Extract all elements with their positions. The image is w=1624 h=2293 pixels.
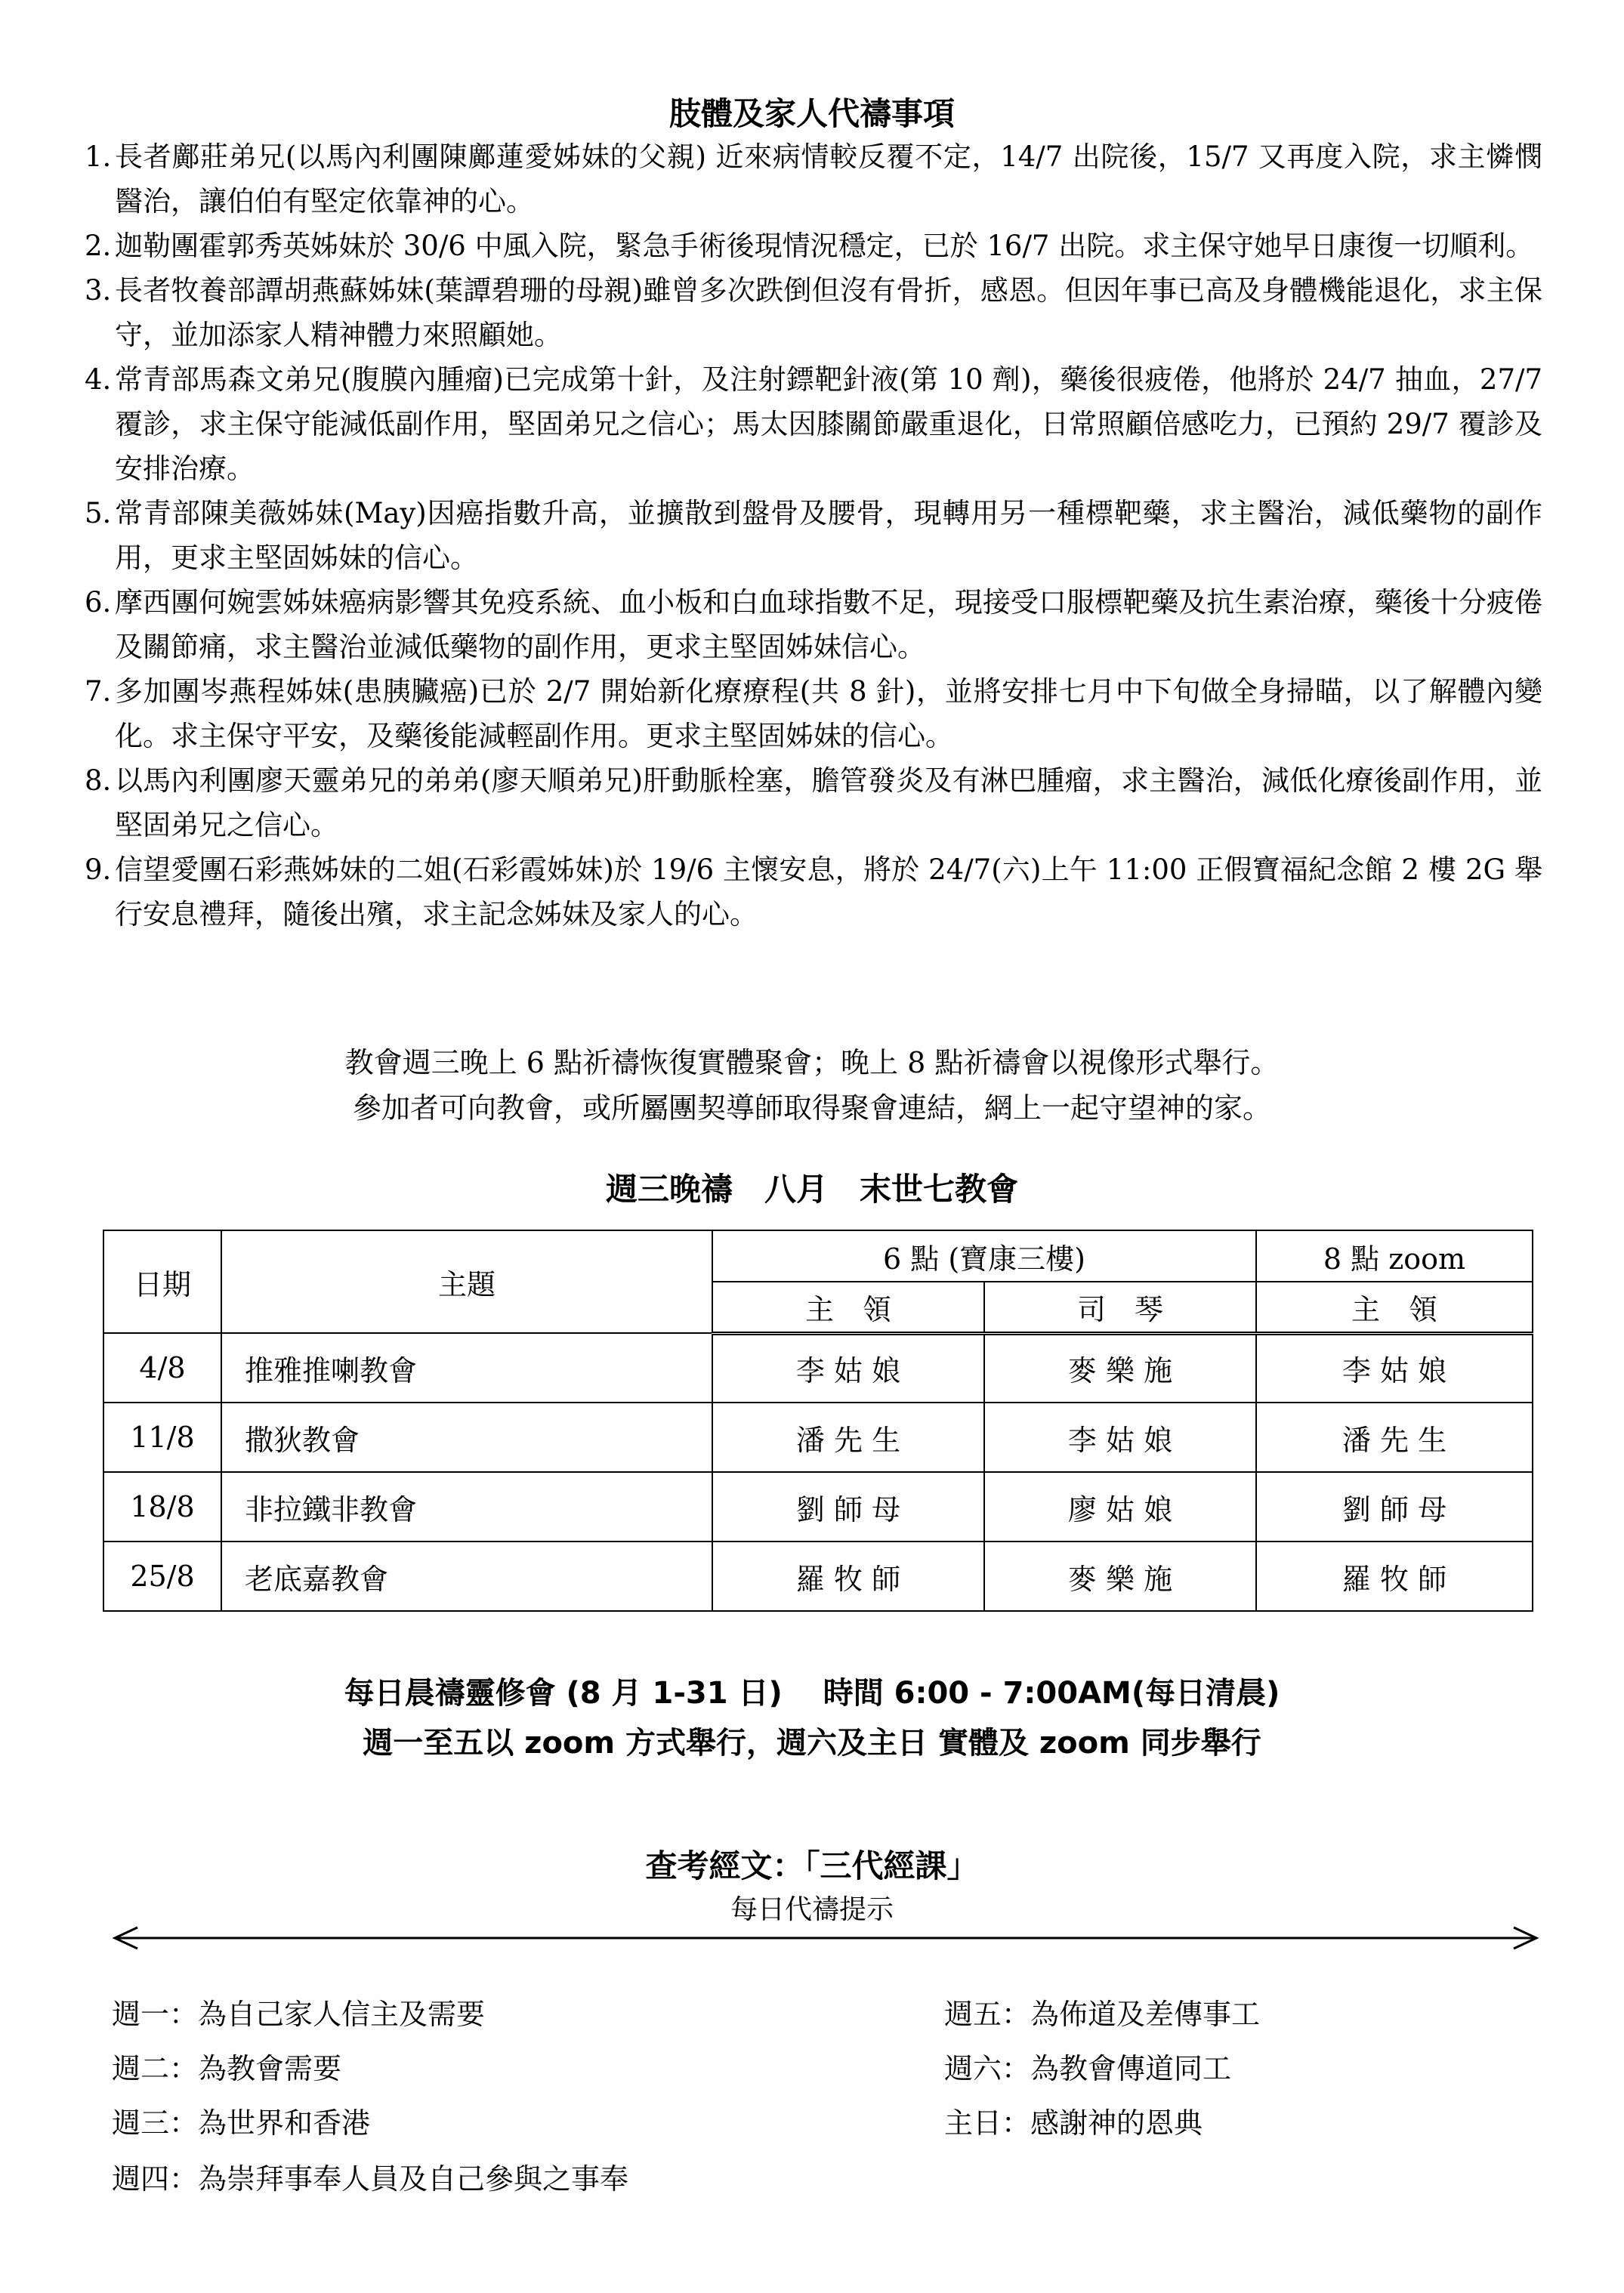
header-date: 日期 — [103, 1230, 221, 1333]
prayer-item-number: 3. — [85, 274, 112, 307]
header-lead-zoom: 主 領 — [1256, 1282, 1533, 1333]
prayer-item-text: 迦勒團霍郭秀英姊妹於 30/6 中風入院，緊急手術後現情況穩定，已於 16/7 出院。求主保守她早日康復一切順利。 — [115, 230, 1534, 262]
cell-lead-zoom: 潘 先 生 — [1256, 1403, 1533, 1472]
cell-piano: 李 姑 娘 — [984, 1403, 1256, 1472]
cell-piano: 麥 樂 施 — [984, 1333, 1256, 1403]
cell-piano: 麥 樂 施 — [984, 1542, 1256, 1611]
prayer-item-text: 多加團岑燕程姊妹(患胰臟癌)已於 2/7 開始新化療療程(共 8 針)，並將安排七月中下旬做全身掃瞄，以了解體內變化。求主保守平安，及藥後能減輕副作用。更求主堅固姊妹的信心。 — [115, 675, 1542, 752]
prayer-item — [85, 669, 1542, 758]
weekday-monday: 週一：為自己家人信主及需要 — [112, 1998, 486, 2031]
prayer-item-number: 2. — [85, 230, 112, 262]
cell-date: 25/8 — [103, 1542, 221, 1611]
prayer-item-text: 長者牧養部譚胡燕蘇姊妹(葉譚碧珊的母親)雖曾多次跌倒但沒有骨折，感恩。但因年事已高及身體機能退化，求主保守，並加添家人精神體力來照顧她。 — [115, 274, 1542, 351]
prayer-item — [85, 491, 1542, 580]
weekday-saturday: 週六：為教會傳道同工 — [944, 2052, 1232, 2085]
cell-date: 18/8 — [103, 1472, 221, 1542]
prayer-item-number: 8. — [85, 764, 112, 797]
double-arrow-icon — [112, 1924, 1539, 1952]
schedule-table — [103, 1230, 1533, 1612]
table-row — [103, 1333, 1533, 1403]
schedule-header-row — [103, 1230, 1533, 1282]
prayer-item — [85, 224, 1542, 268]
scripture-title: 查考經文：「三代經課」 — [645, 1847, 979, 1884]
cell-date: 4/8 — [103, 1333, 221, 1403]
table-row — [103, 1472, 1533, 1542]
header-piano: 司 琴 — [984, 1282, 1256, 1333]
prayer-item — [85, 758, 1542, 847]
cell-lead: 李 姑 娘 — [712, 1333, 984, 1403]
cell-lead-zoom: 李 姑 娘 — [1256, 1333, 1533, 1403]
cell-piano: 廖 姑 娘 — [984, 1472, 1256, 1542]
prayer-item — [85, 357, 1542, 491]
weekday-sunday: 主日：感謝神的恩典 — [944, 2106, 1203, 2140]
header-six-pm: 6 點 (寶康三樓) — [712, 1230, 1256, 1282]
cell-topic: 非拉鐵非教會 — [221, 1472, 712, 1542]
prayer-item-number: 5. — [85, 497, 112, 529]
weekday-thursday: 週四：為崇拜事奉人員及自己參與之事奉 — [112, 2162, 629, 2196]
prayer-item-number: 7. — [85, 675, 112, 708]
prayer-item — [85, 847, 1542, 937]
cell-topic: 撒狄教會 — [221, 1403, 712, 1472]
cell-lead-zoom: 劉 師 母 — [1256, 1472, 1533, 1542]
table-row — [103, 1403, 1533, 1472]
cell-lead: 潘 先 生 — [712, 1403, 984, 1472]
prayer-title: 肢體及家人代禱事項 — [668, 95, 955, 132]
morning-prayer-line-2: 週一至五以 zoom 方式舉行，週六及主日 實體及 zoom 同步舉行 — [363, 1726, 1261, 1761]
prayer-item-number: 4. — [85, 363, 112, 396]
prayer-item — [85, 134, 1542, 224]
prayer-item-text: 常青部陳美薇姊妹(May)因癌指數升高，並擴散到盤骨及腰骨，現轉用另一種標靶藥，求主醫治，減低藥物的副作用，更求主堅固姊妹的信心。 — [115, 497, 1542, 574]
cell-date: 11/8 — [103, 1403, 221, 1472]
weekday-friday: 週五：為佈道及差傳事工 — [944, 1998, 1261, 2031]
notice-line-1: 教會週三晚上 6 點祈禱恢復實體聚會；晚上 8 點祈禱會以視像形式舉行。 — [344, 1046, 1280, 1079]
daily-prayer-hint: 每日代禱提示 — [730, 1894, 894, 1925]
morning-prayer-line-1: 每日晨禱靈修會 (8 月 1-31 日) 時間 6:00 - 7:00AM(每日清晨) — [344, 1676, 1280, 1711]
prayer-item-text: 長者鄺莊弟兄(以馬內利團陳鄺蓮愛姊妹的父親) 近來病情較反覆不定，14/7 出院後，15/7 又再度入院，求主憐憫醫治，讓伯伯有堅定依靠神的心。 — [115, 140, 1542, 218]
prayer-item — [85, 580, 1542, 669]
prayer-item-number: 9. — [85, 853, 112, 886]
prayer-item — [85, 268, 1542, 357]
prayer-item-text: 摩西團何婉雲姊妹癌病影響其免疫系統、血小板和白血球指數不足，現接受口服標靶藥及抗生素治療，藥後十分疲倦及關節痛，求主醫治並減低藥物的副作用，更求主堅固姊妹信心。 — [115, 586, 1542, 663]
schedule-title: 週三晚禱 八月 末世七教會 — [605, 1171, 1018, 1208]
weekday-wednesday: 週三：為世界和香港 — [112, 2106, 371, 2140]
prayer-item-number: 1. — [85, 140, 112, 173]
prayer-list — [85, 134, 1542, 937]
cell-lead: 劉 師 母 — [712, 1472, 984, 1542]
weekday-tuesday: 週二：為教會需要 — [112, 2052, 342, 2085]
prayer-item-text: 以馬內利團廖天靈弟兄的弟弟(廖天順弟兄)肝動脈栓塞，膽管發炎及有淋巴腫瘤，求主醫治，減低化療後副作用，並堅固弟兄之信心。 — [115, 764, 1542, 841]
cell-lead-zoom: 羅 牧 師 — [1256, 1542, 1533, 1611]
prayer-item-number: 6. — [85, 586, 112, 619]
header-topic: 主題 — [221, 1230, 712, 1333]
header-eight-pm: 8 點 zoom — [1256, 1230, 1533, 1282]
prayer-item-text: 信望愛團石彩燕姊妹的二姐(石彩霞姊妹)於 19/6 主懷安息，將於 24/7(六)上午 11:00 正假寶福紀念館 2 樓 2G 舉行安息禮拜，隨後出殯，求主記念姊妹及家人的心。 — [115, 853, 1542, 930]
table-row — [103, 1542, 1533, 1611]
cell-topic: 推雅推喇教會 — [221, 1333, 712, 1403]
cell-lead: 羅 牧 師 — [712, 1542, 984, 1611]
header-lead: 主 領 — [712, 1282, 984, 1333]
prayer-item-text: 常青部馬森文弟兄(腹膜內腫瘤)已完成第十針，及注射鏢靶針液(第 10 劑)，藥後很疲倦，他將於 24/7 抽血，27/7 覆診，求主保守能減低副作用，堅固弟兄之信心；馬太因膝關節嚴重退化，日常照顧倍感吃力，已預約 29/7 覆診及安排治療。 — [115, 363, 1542, 485]
notice-line-2: 參加者可向教會，或所屬團契導師取得聚會連結，網上一起守望神的家。 — [352, 1091, 1271, 1125]
cell-topic: 老底嘉教會 — [221, 1542, 712, 1611]
